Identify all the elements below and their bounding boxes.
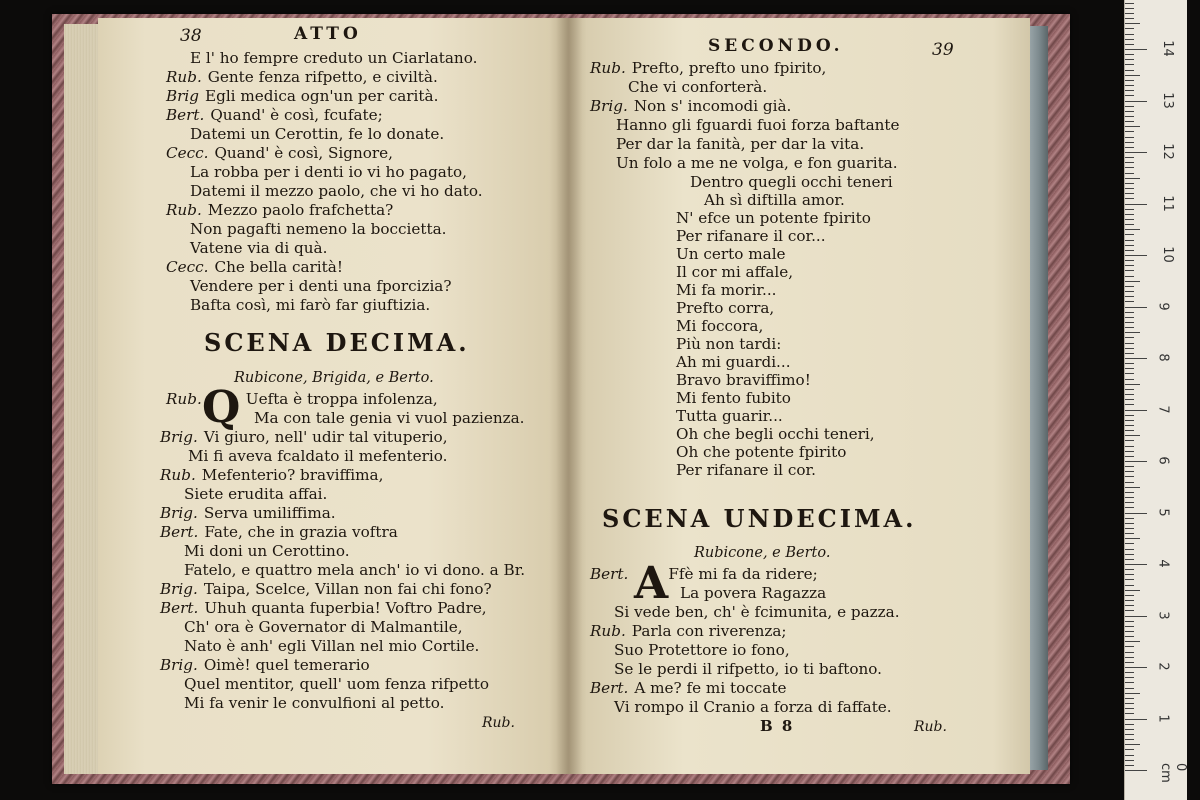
ruler-tick [1125, 502, 1134, 503]
ruler-tick [1125, 688, 1134, 689]
ruler-tick [1125, 245, 1134, 246]
ruler-tick [1125, 389, 1134, 390]
catchword: Rub. [482, 715, 515, 731]
gutter-shadow [556, 18, 582, 774]
ruler-tick [1125, 384, 1140, 385]
ruler-tick [1125, 399, 1134, 400]
ruler-tick [1125, 358, 1147, 359]
ruler-tick [1125, 631, 1134, 632]
text-line: La robba per i denti io vi ho pagato, [190, 163, 467, 181]
ruler-label: 3 [1155, 610, 1171, 620]
ruler-label: 10 [1159, 246, 1175, 263]
aria-line: Oh che begli occhi teneri, [676, 425, 875, 443]
ruler-tick [1125, 523, 1134, 524]
ruler-tick [1125, 410, 1147, 411]
ruler-tick [1125, 533, 1134, 534]
text-line: Datemi un Cerottin, fe lo donate. [190, 125, 445, 143]
ruler-tick [1125, 209, 1134, 210]
ruler-tick [1125, 420, 1134, 421]
ruler-label: 4 [1155, 559, 1171, 568]
ruler-tick [1125, 595, 1134, 596]
ruler-tick [1125, 760, 1134, 761]
text-line: Un folo a me ne volga, e fon guarita. [616, 154, 898, 172]
ruler-tick [1125, 719, 1147, 720]
ruler-tick [1125, 162, 1134, 163]
ruler-tick [1125, 440, 1134, 441]
ruler-tick [1125, 116, 1134, 117]
aria-line: Mi fento fubito [676, 389, 791, 407]
ruler-tick [1125, 188, 1134, 189]
ruler-tick [1125, 343, 1134, 344]
text-line: Mi fa venir le convulfioni al petto. [184, 694, 445, 712]
text-line: Rub. Prefto, prefto uno fpirito, [590, 59, 827, 77]
ruler-tick [1125, 682, 1134, 683]
ruler-tick [1125, 693, 1140, 694]
ruler-tick [1125, 111, 1134, 112]
text-line: Vatene via di quà. [190, 239, 328, 257]
ruler-tick [1125, 307, 1147, 308]
ruler-tick [1125, 18, 1134, 19]
ruler-tick [1125, 332, 1140, 333]
right-page [568, 18, 1030, 774]
ruler-tick [1125, 291, 1134, 292]
ruler-tick [1125, 286, 1134, 287]
ruler-label: 2 [1155, 662, 1171, 671]
ruler-tick [1125, 724, 1134, 725]
ruler-tick [1125, 574, 1134, 575]
aria-line: Prefto corra, [676, 299, 775, 317]
ruler-tick [1125, 461, 1147, 462]
ruler-label: 0 cm [1158, 763, 1188, 783]
ruler-tick [1125, 435, 1140, 436]
text-line: Mi fi aveva fcaldato il mefenterio. [188, 447, 448, 465]
ruler-tick [1125, 44, 1134, 45]
ruler-tick [1125, 152, 1147, 153]
ruler-label: 12 [1159, 143, 1175, 160]
ruler-tick [1125, 652, 1134, 653]
cast-list: Rubicone, Brigida, e Berto. [234, 370, 434, 386]
text-line: Non pagafti nemeno la boccietta. [190, 220, 447, 238]
ruler-tick [1125, 446, 1134, 447]
aria-line: Più non tardi: [676, 335, 782, 353]
ruler-tick [1125, 482, 1134, 483]
ruler-tick [1125, 744, 1140, 745]
ruler-tick [1125, 379, 1134, 380]
ruler-tick [1125, 137, 1134, 138]
ruler-tick [1125, 101, 1147, 102]
ruler-tick [1125, 579, 1134, 580]
drop-cap: A [634, 558, 669, 609]
aria-line: Ah sì diftilla amor. [704, 191, 845, 209]
ruler-tick [1125, 276, 1134, 277]
ruler-tick [1125, 270, 1134, 271]
running-head: SECONDO. [708, 36, 844, 56]
ruler-tick [1125, 507, 1134, 508]
text-line: Brig. Oimè! quel temerario [160, 656, 370, 674]
ruler-label: 5 [1155, 507, 1171, 517]
drop-cap: Q [202, 382, 241, 433]
ruler-tick [1125, 75, 1140, 76]
text-line: La povera Ragazza [680, 584, 827, 602]
ruler-tick [1125, 713, 1134, 714]
aria-line: Per rifanare il cor. [676, 461, 816, 479]
measurement-ruler [1124, 0, 1187, 800]
ruler-tick [1125, 543, 1134, 544]
ruler-tick [1125, 183, 1134, 184]
ruler-tick [1125, 513, 1147, 514]
ruler-tick [1125, 167, 1134, 168]
ruler-tick [1125, 301, 1134, 302]
text-line: Brig Egli medica ogn'un per carità. [166, 87, 439, 105]
text-line: Hanno gli fguardi fuoi forza baftante [616, 116, 900, 134]
ruler-tick [1125, 662, 1134, 663]
ruler-tick [1125, 106, 1134, 107]
text-line: Fatelo, e quattro mela anch' io vi dono. a Br. [184, 561, 526, 579]
ruler-tick [1125, 605, 1134, 606]
aria-line: Mi fa morir... [676, 281, 777, 299]
ruler-tick [1125, 641, 1140, 642]
ruler-tick [1125, 466, 1134, 467]
cast-list: Rubicone, e Berto. [694, 545, 831, 561]
text-line: Rub. Parla con riverenza; [590, 622, 787, 640]
text-line: Si vede ben, ch' è fcimunita, e pazza. [614, 603, 900, 621]
ruler-tick [1125, 126, 1140, 127]
ruler-tick [1125, 528, 1134, 529]
ruler-tick [1125, 616, 1147, 617]
ruler-tick [1125, 70, 1134, 71]
ruler-tick [1125, 39, 1134, 40]
ruler-tick [1125, 610, 1134, 611]
text-line: Cecc. Che bella carità! [166, 258, 343, 276]
text-line: Rub. Gente fenza rifpetto, e civiltà. [166, 68, 438, 86]
ruler-tick [1125, 219, 1134, 220]
ruler-tick [1125, 739, 1134, 740]
aria-line: Tutta guarir... [676, 407, 783, 425]
text-line: Ch' ora è Governator di Malmantile, [184, 618, 463, 636]
ruler-tick [1125, 224, 1134, 225]
ruler-label: 6 [1155, 456, 1171, 465]
ruler-tick [1125, 703, 1134, 704]
text-line: Bert. Uhuh quanta fuperbia! Voftro Padre, [160, 599, 487, 617]
ruler-tick [1125, 317, 1134, 318]
ruler-tick [1125, 327, 1134, 328]
ruler-tick [1125, 198, 1134, 199]
ruler-tick [1125, 363, 1134, 364]
text-line: E l' ho fempre creduto un Ciarlatano. [190, 49, 478, 67]
ruler-tick [1125, 425, 1134, 426]
text-line: Brig. Taipa, Scelce, Villan non fai chi fono? [160, 580, 492, 598]
text-line: Suo Protettore io fono, [614, 641, 790, 659]
ruler-tick [1125, 142, 1134, 143]
ruler-tick [1125, 672, 1134, 673]
ruler-tick [1125, 64, 1134, 65]
scene-title: SCENA DECIMA. [204, 328, 470, 357]
ruler-tick [1125, 3, 1134, 4]
ruler-tick [1125, 147, 1134, 148]
ruler-tick [1125, 518, 1134, 519]
text-line: Bert. A me? fe mi toccate [590, 679, 787, 697]
ruler-tick [1125, 621, 1134, 622]
ruler-label: 9 [1155, 301, 1171, 311]
text-line: Mi doni un Cerottino. [184, 542, 350, 560]
ruler-tick [1125, 49, 1147, 50]
text-line: Siete erudita affai. [184, 485, 328, 503]
aria-line: Oh che potente fpirito [676, 443, 847, 461]
text-line: Brig. Non s' incomodi già. [590, 97, 792, 115]
ruler-tick [1125, 667, 1147, 668]
text-line: Brig. Vi giuro, nell' udir tal vituperio, [160, 428, 448, 446]
ruler-label: 7 [1155, 404, 1171, 414]
aria-line: Per rifanare il cor... [676, 227, 826, 245]
aria-line: Mi foccora, [676, 317, 764, 335]
text-line: Vi rompo il Cranio a forza di faffate. [614, 698, 892, 716]
ruler-tick [1125, 250, 1134, 251]
text-line: Rub. Uefta è troppa infolenza, [166, 390, 438, 408]
text-line: Bert. Fate, che in grazia voftra [160, 523, 398, 541]
ruler-tick [1125, 28, 1134, 29]
text-line: Per dar la fanità, per dar la vita. [616, 135, 865, 153]
catchword: Rub. [914, 719, 947, 735]
ruler-tick [1125, 451, 1134, 452]
text-line: Bafta così, mi farò far giuftizia. [190, 296, 431, 314]
ruler-tick [1125, 538, 1140, 539]
ruler-tick [1125, 121, 1134, 122]
text-line: Datemi il mezzo paolo, che vi ho dato. [190, 182, 483, 200]
ruler-tick [1125, 600, 1134, 601]
ruler-tick [1125, 646, 1134, 647]
ruler-tick [1125, 353, 1134, 354]
running-head: ATTO [294, 24, 362, 44]
ruler-tick [1125, 559, 1134, 560]
aria-line: N' efce un potente fpirito [676, 209, 871, 227]
aria-line: Dentro quegli occhi teneri [690, 173, 893, 191]
ruler-tick [1125, 636, 1134, 637]
ruler-tick [1125, 80, 1134, 81]
ruler-tick [1125, 296, 1134, 297]
signature-mark: B 8 [760, 717, 795, 735]
ruler-tick [1125, 677, 1134, 678]
ruler-label: 1 [1155, 713, 1171, 723]
text-line: Nato è anh' egli Villan nel mio Cortile. [184, 637, 480, 655]
ruler-tick [1125, 564, 1147, 565]
ruler-tick [1125, 234, 1134, 235]
ruler-tick [1125, 337, 1134, 338]
aria-line: Bravo braviffimo! [676, 371, 811, 389]
scene-title: SCENA UNDECIMA. [602, 504, 917, 533]
ruler-tick [1125, 173, 1134, 174]
aria-line: Ah mi guardi... [676, 353, 791, 371]
ruler-tick [1125, 373, 1134, 374]
ruler-tick [1125, 260, 1134, 261]
ruler-tick [1125, 415, 1134, 416]
ruler-tick [1125, 698, 1134, 699]
ruler-tick [1125, 13, 1134, 14]
ruler-tick [1125, 770, 1147, 771]
aria-line: Un certo male [676, 245, 786, 263]
page-number: 38 [180, 26, 202, 46]
text-line: Se le perdi il rifpetto, io ti baftono. [614, 660, 883, 678]
ruler-tick [1125, 765, 1134, 766]
ruler-tick [1125, 240, 1134, 241]
ruler-tick [1125, 193, 1134, 194]
ruler-tick [1125, 90, 1134, 91]
aria-line: Il cor mi affale, [676, 263, 794, 281]
ruler-tick [1125, 394, 1134, 395]
text-line: Rub. Mezzo paolo frafchetta? [166, 201, 394, 219]
ruler-label: 8 [1155, 353, 1171, 362]
text-line: Bert. Ffè mi fa da ridere; [590, 565, 818, 583]
ruler-tick [1125, 85, 1134, 86]
ruler-tick [1125, 255, 1147, 256]
text-line: Vendere per i denti una fporcizia? [190, 277, 452, 295]
ruler-tick [1125, 734, 1134, 735]
ruler-tick [1125, 312, 1134, 313]
ruler-tick [1125, 348, 1134, 349]
ruler-tick [1125, 23, 1140, 24]
ruler-tick [1125, 54, 1134, 55]
ruler-tick [1125, 708, 1134, 709]
ruler-label: 13 [1159, 91, 1175, 109]
text-line: Bert. Quand' è così, fcufate; [166, 106, 383, 124]
ruler-tick [1125, 569, 1134, 570]
ruler-tick [1125, 497, 1134, 498]
text-line: Cecc. Quand' è così, Signore, [166, 144, 394, 162]
ruler-tick [1125, 368, 1134, 369]
ruler-label: 14 [1159, 40, 1175, 57]
ruler-tick [1125, 626, 1134, 627]
ruler-tick [1125, 492, 1134, 493]
ruler-tick [1125, 590, 1140, 591]
ruler-tick [1125, 8, 1134, 9]
ruler-tick [1125, 34, 1134, 35]
ruler-tick [1125, 585, 1134, 586]
ruler-tick [1125, 265, 1134, 266]
ruler-tick [1125, 131, 1134, 132]
ruler-tick [1125, 657, 1134, 658]
ruler-tick [1125, 204, 1147, 205]
ruler-tick [1125, 749, 1134, 750]
ruler-tick [1125, 157, 1134, 158]
ruler-tick [1125, 729, 1134, 730]
ruler-tick [1125, 456, 1134, 457]
text-line: Quel mentitor, quell' uom fenza rifpetto [184, 675, 489, 693]
ruler-tick [1125, 322, 1134, 323]
page-number: 39 [932, 40, 954, 60]
left-page [98, 18, 568, 774]
ruler-tick [1125, 229, 1140, 230]
ruler-tick [1125, 487, 1140, 488]
ruler-tick [1125, 471, 1134, 472]
text-line: Che vi conforterà. [628, 78, 768, 96]
text-line: Rub. Mefenterio? braviffima, [160, 466, 384, 484]
ruler-tick [1125, 476, 1134, 477]
ruler-tick [1125, 281, 1140, 282]
text-line: Ma con tale genia vi vuol pazienza. [254, 409, 525, 427]
ruler-tick [1125, 59, 1134, 60]
ruler-tick [1125, 178, 1140, 179]
ruler-tick [1125, 554, 1134, 555]
ruler-tick [1125, 549, 1134, 550]
ruler-tick [1125, 95, 1134, 96]
ruler-tick [1125, 755, 1134, 756]
text-line: Brig. Serva umiliffima. [160, 504, 336, 522]
ruler-tick [1125, 430, 1134, 431]
ruler-label: 11 [1159, 194, 1175, 212]
ruler-tick [1125, 404, 1134, 405]
ruler-tick [1125, 214, 1134, 215]
